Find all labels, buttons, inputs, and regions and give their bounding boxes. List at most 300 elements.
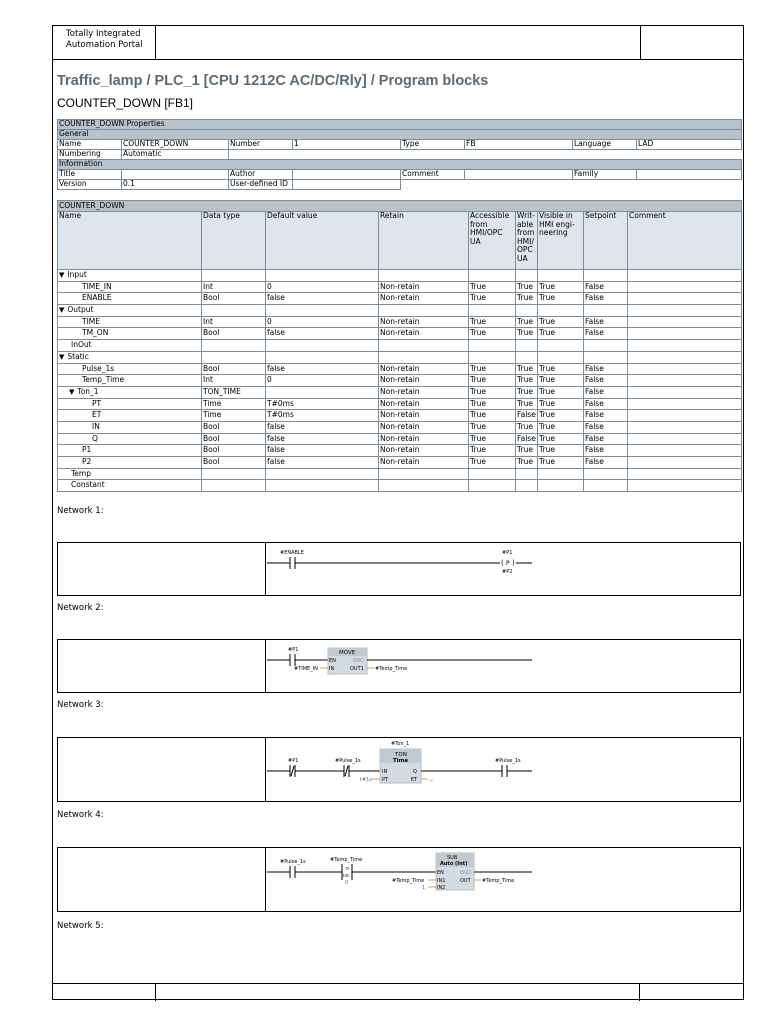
- interface-cell: Non-retain: [379, 363, 469, 375]
- interface-row: [58, 281, 742, 293]
- svg-text:SUB: SUB: [447, 855, 458, 861]
- version-label: Version: [58, 180, 122, 190]
- svg-text:TON: TON: [395, 752, 407, 758]
- interface-row: [58, 433, 742, 445]
- interface-name: P2: [82, 457, 92, 466]
- number-value: 1: [293, 140, 401, 150]
- interface-cell: [266, 480, 379, 492]
- interface-cell: Non-retain: [379, 445, 469, 457]
- network-4-diagram: [58, 848, 742, 913]
- interface-cell: Non-retain: [379, 410, 469, 422]
- page-footer: [52, 983, 744, 1001]
- interface-cell: True: [516, 457, 538, 469]
- interface-cell: [266, 340, 379, 352]
- interface-name-cell: [58, 468, 202, 480]
- interface-cell: True: [469, 328, 516, 340]
- interface-cell: [469, 480, 516, 492]
- interface-name: Output: [67, 305, 94, 315]
- page-header: [52, 25, 744, 60]
- p2-tag: #P2: [502, 569, 513, 575]
- interface-row: [58, 457, 742, 469]
- interface-row: [58, 375, 742, 387]
- interface-cell: True: [516, 363, 538, 375]
- interface-cell: Non-retain: [379, 457, 469, 469]
- interface-cell: True: [538, 410, 584, 422]
- interface-cell: True: [538, 457, 584, 469]
- portal-label: Totally Integrated Automation Portal: [53, 26, 156, 59]
- svg-text:EN: EN: [329, 658, 336, 664]
- interface-cell: Non-retain: [379, 293, 469, 305]
- information-bar: Information: [58, 160, 742, 170]
- network-2-title: Network 2:: [57, 603, 104, 613]
- move-in-var: #TIME_IN: [294, 666, 318, 672]
- interface-name: Ton_1: [77, 386, 99, 396]
- interface-cell: True: [469, 281, 516, 293]
- interface-cell: [584, 270, 628, 282]
- interface-name-cell: [58, 398, 202, 410]
- interface-cell: [628, 293, 742, 305]
- interface-cell: TON_TIME: [202, 386, 266, 398]
- interface-cell: [266, 386, 379, 398]
- interface-cell: [266, 468, 379, 480]
- interface-cell: False: [584, 316, 628, 328]
- interface-cell: True: [516, 375, 538, 387]
- interface-cell: [538, 270, 584, 282]
- interface-cell: True: [469, 433, 516, 445]
- interface-cell: [202, 480, 266, 492]
- interface-cell: [628, 316, 742, 328]
- svg-text:1: 1: [422, 885, 426, 891]
- svg-text:IN1: IN1: [437, 878, 446, 884]
- ton-instance: #Ton_1: [391, 741, 410, 747]
- interface-name-cell: [58, 433, 202, 445]
- interface-col-header: Retain: [379, 212, 469, 270]
- interface-row: [58, 293, 742, 305]
- title-label: Title: [58, 170, 122, 180]
- block-title: COUNTER_DOWN [FB1]: [57, 96, 194, 110]
- interface-name: ET: [92, 410, 102, 420]
- interface-row: [58, 468, 742, 480]
- interface-cell: Bool: [202, 421, 266, 433]
- svg-text:#Pulse_1s: #Pulse_1s: [280, 859, 306, 865]
- interface-cell: [379, 468, 469, 480]
- interface-cell: True: [516, 398, 538, 410]
- interface-cell: True: [516, 445, 538, 457]
- interface-cell: [266, 270, 379, 282]
- interface-cell: Int: [202, 375, 266, 387]
- properties-table: [57, 119, 742, 190]
- interface-cell: Bool: [202, 328, 266, 340]
- family-label: Family: [573, 170, 637, 180]
- interface-cell: False: [584, 328, 628, 340]
- interface-name-cell: [58, 445, 202, 457]
- network-3: [57, 737, 741, 802]
- interface-cell: 0: [266, 316, 379, 328]
- general-bar: General: [58, 130, 742, 140]
- interface-cell: Int: [202, 316, 266, 328]
- interface-name: Static: [67, 351, 89, 361]
- interface-cell: [628, 468, 742, 480]
- network-4-title: Network 4:: [57, 810, 104, 820]
- interface-cell: False: [584, 398, 628, 410]
- interface-row: [58, 351, 742, 363]
- interface-cell: [628, 375, 742, 387]
- interface-cell: [469, 340, 516, 352]
- interface-cell: Bool: [202, 445, 266, 457]
- interface-cell: True: [538, 293, 584, 305]
- interface-cell: [379, 305, 469, 317]
- interface-name: Input: [67, 270, 87, 279]
- svg-text:EN: EN: [437, 870, 444, 876]
- interface-row: [58, 398, 742, 410]
- interface-name-cell: [58, 363, 202, 375]
- interface-row: [58, 480, 742, 492]
- interface-cell: Non-retain: [379, 433, 469, 445]
- interface-cell: [516, 305, 538, 317]
- interface-cell: [628, 351, 742, 363]
- network-4: [57, 847, 741, 912]
- interface-cell: [628, 433, 742, 445]
- interface-cell: [628, 363, 742, 375]
- interface-cell: Non-retain: [379, 281, 469, 293]
- network-2-diagram: [58, 640, 742, 694]
- interface-col-header: Writ-able from HMI/ OPC UA: [516, 212, 538, 270]
- interface-cell: False: [584, 293, 628, 305]
- interface-cell: True: [538, 445, 584, 457]
- interface-name: P1: [82, 445, 92, 455]
- svg-text:ET: ET: [411, 777, 418, 783]
- interface-cell: False: [516, 410, 538, 422]
- interface-cell: Non-retain: [379, 375, 469, 387]
- interface-cell: True: [538, 328, 584, 340]
- interface-cell: [516, 480, 538, 492]
- svg-text:#Pulse_1s: #Pulse_1s: [335, 758, 361, 764]
- svg-text:#Pulse_1s: #Pulse_1s: [495, 758, 521, 764]
- interface-cell: Time: [202, 398, 266, 410]
- interface-col-header: Default value: [266, 212, 379, 270]
- svg-text:ENO: ENO: [460, 870, 471, 876]
- numbering-value: Automatic: [122, 150, 229, 160]
- interface-name-cell: [58, 457, 202, 469]
- interface-cell: false: [266, 457, 379, 469]
- interface-cell: True: [469, 363, 516, 375]
- interface-cell: False: [584, 410, 628, 422]
- interface-cell: Bool: [202, 457, 266, 469]
- interface-cell: [584, 480, 628, 492]
- interface-cell: True: [538, 316, 584, 328]
- svg-text:Int: Int: [343, 874, 349, 879]
- svg-text:0: 0: [345, 880, 349, 886]
- interface-cell: False: [584, 421, 628, 433]
- svg-text:ENO: ENO: [353, 658, 364, 664]
- interface-cell: Non-retain: [379, 316, 469, 328]
- version-value: 0.1: [122, 180, 229, 190]
- interface-cell: [469, 351, 516, 363]
- interface-cell: [202, 305, 266, 317]
- interface-cell: [584, 468, 628, 480]
- interface-name-cell[interactable]: [58, 270, 202, 282]
- interface-name: Temp: [71, 468, 91, 478]
- interface-cell: [538, 340, 584, 352]
- interface-name-cell: [58, 375, 202, 387]
- interface-name: Pulse_1s: [82, 363, 115, 373]
- interface-col-header: Name: [58, 212, 202, 270]
- interface-cell: [516, 351, 538, 363]
- interface-cell: Bool: [202, 363, 266, 375]
- interface-cell: True: [516, 316, 538, 328]
- interface-name: Constant: [71, 480, 105, 490]
- interface-cell: Non-retain: [379, 421, 469, 433]
- interface-cell: false: [266, 433, 379, 445]
- interface-cell: Bool: [202, 433, 266, 445]
- interface-cell: [538, 305, 584, 317]
- interface-cell: True: [516, 281, 538, 293]
- interface-cell: Time: [202, 410, 266, 422]
- interface-cell: True: [469, 410, 516, 422]
- interface-name-cell: [58, 480, 202, 492]
- interface-col-header: Comment: [628, 212, 742, 270]
- interface-cell: [628, 410, 742, 422]
- interface-cell: True: [469, 421, 516, 433]
- interface-cell: [628, 457, 742, 469]
- interface-cell: [266, 351, 379, 363]
- interface-name-cell: [58, 316, 202, 328]
- number-label: Number: [229, 140, 293, 150]
- interface-name: PT: [92, 398, 102, 408]
- interface-cell: True: [516, 293, 538, 305]
- interface-cell: True: [469, 457, 516, 469]
- interface-bar: COUNTER_DOWN: [58, 201, 742, 212]
- interface-col-header: Data type: [202, 212, 266, 270]
- svg-text:>: >: [345, 866, 350, 872]
- svg-text:#Temp_Time: #Temp_Time: [330, 857, 363, 863]
- interface-name-cell: [58, 293, 202, 305]
- move-out-var: #Temp_Time: [375, 666, 408, 672]
- interface-cell: T#0ms: [266, 410, 379, 422]
- svg-text:(: (: [501, 559, 504, 567]
- interface-cell: false: [266, 363, 379, 375]
- network-1-diagram: [58, 543, 742, 597]
- interface-cell: T#0ms: [266, 398, 379, 410]
- network-1: [57, 542, 741, 596]
- interface-row: [58, 421, 742, 433]
- interface-cell: True: [516, 328, 538, 340]
- svg-text:OUT: OUT: [460, 878, 471, 884]
- comment-label: Comment: [401, 170, 465, 180]
- interface-cell: True: [516, 386, 538, 398]
- interface-cell: False: [584, 363, 628, 375]
- language-label: Language: [573, 140, 637, 150]
- svg-text:IN: IN: [329, 666, 335, 672]
- language-value: LAD: [637, 140, 742, 150]
- interface-cell: True: [538, 398, 584, 410]
- svg-text:): ): [512, 559, 515, 567]
- network-5-title: Network 5:: [57, 921, 104, 931]
- author-label: Author: [229, 170, 293, 180]
- interface-cell: [628, 305, 742, 317]
- interface-cell: [469, 305, 516, 317]
- interface-cell: Bool: [202, 293, 266, 305]
- interface-cell: 0: [266, 281, 379, 293]
- interface-cell: True: [538, 421, 584, 433]
- properties-bar: COUNTER_DOWN Properties: [58, 120, 742, 130]
- interface-cell: True: [538, 386, 584, 398]
- interface-cell: [628, 270, 742, 282]
- svg-text:Time: Time: [393, 758, 409, 764]
- interface-cell: False: [584, 386, 628, 398]
- interface-cell: [469, 468, 516, 480]
- interface-name-cell: [58, 421, 202, 433]
- interface-row: [58, 316, 742, 328]
- p1-tag: #P1: [502, 550, 513, 556]
- enable-contact-tag: #ENABLE: [280, 550, 304, 556]
- interface-table: [57, 200, 742, 492]
- interface-cell: [379, 270, 469, 282]
- interface-name: Temp_Time: [82, 375, 125, 385]
- interface-cell: false: [266, 421, 379, 433]
- interface-cell: [516, 468, 538, 480]
- interface-name: TIME: [82, 316, 101, 326]
- svg-text:t#1s: t#1s: [360, 777, 372, 783]
- interface-cell: False: [584, 457, 628, 469]
- svg-text:Auto (Int): Auto (Int): [440, 861, 468, 867]
- interface-cell: [379, 480, 469, 492]
- interface-cell: [584, 340, 628, 352]
- interface-cell: [584, 305, 628, 317]
- interface-cell: Non-retain: [379, 386, 469, 398]
- interface-row: [58, 445, 742, 457]
- name-label: Name: [58, 140, 122, 150]
- collapse-arrow-icon[interactable]: ▼: [59, 352, 65, 361]
- interface-cell: [266, 305, 379, 317]
- interface-cell: [628, 328, 742, 340]
- interface-cell: [202, 270, 266, 282]
- page-title: Traffic_lamp / PLC_1 [CPU 1212C AC/DC/Rly] / Program blocks: [57, 73, 489, 89]
- interface-name-cell[interactable]: [58, 305, 202, 317]
- interface-cell: false: [266, 445, 379, 457]
- interface-cell: Int: [202, 281, 266, 293]
- numbering-label: Numbering: [58, 150, 122, 160]
- network-3-diagram: [58, 738, 742, 803]
- interface-cell: [516, 270, 538, 282]
- interface-cell: [628, 281, 742, 293]
- interface-cell: [628, 398, 742, 410]
- svg-text:#P1: #P1: [288, 647, 299, 653]
- interface-cell: [628, 340, 742, 352]
- interface-name: ENABLE: [82, 293, 112, 303]
- interface-row: [58, 386, 742, 398]
- interface-cell: False: [516, 433, 538, 445]
- collapse-arrow-icon[interactable]: ▼: [59, 271, 65, 279]
- svg-text:PT: PT: [382, 777, 389, 783]
- interface-cell: False: [584, 375, 628, 387]
- interface-name-cell[interactable]: [58, 351, 202, 363]
- interface-name-cell: [58, 410, 202, 422]
- interface-name-cell: [58, 281, 202, 293]
- interface-cell: [202, 468, 266, 480]
- interface-cell: false: [266, 293, 379, 305]
- interface-col-header: Accessible from HMI/OPC UA: [469, 212, 516, 270]
- interface-name: TIME_IN: [82, 281, 112, 291]
- network-3-title: Network 3:: [57, 700, 104, 710]
- interface-cell: false: [266, 328, 379, 340]
- interface-cell: False: [584, 281, 628, 293]
- interface-cell: [628, 386, 742, 398]
- collapse-arrow-icon[interactable]: ▼: [59, 306, 65, 315]
- interface-cell: [584, 351, 628, 363]
- interface-cell: [379, 351, 469, 363]
- interface-cell: [628, 445, 742, 457]
- interface-name: InOut: [71, 340, 92, 350]
- interface-row: [58, 270, 742, 282]
- interface-cell: True: [469, 293, 516, 305]
- interface-row: [58, 363, 742, 375]
- interface-cell: True: [469, 316, 516, 328]
- interface-cell: True: [538, 433, 584, 445]
- interface-cell: [538, 351, 584, 363]
- svg-text:#Temp_Time: #Temp_Time: [392, 878, 425, 884]
- interface-cell: [469, 270, 516, 282]
- interface-name-cell: [58, 328, 202, 340]
- svg-text:...: ...: [429, 777, 434, 783]
- interface-cell: True: [516, 421, 538, 433]
- interface-row: [58, 305, 742, 317]
- svg-text:#P1: #P1: [288, 758, 299, 764]
- interface-col-header: Setpoint: [584, 212, 628, 270]
- interface-cell: True: [538, 375, 584, 387]
- interface-cell: 0: [266, 375, 379, 387]
- interface-cell: [516, 340, 538, 352]
- svg-text:IN2: IN2: [437, 885, 446, 891]
- interface-col-header: Visible in HMI engi-neering: [538, 212, 584, 270]
- move-box-title: MOVE: [339, 650, 356, 656]
- interface-cell: False: [584, 445, 628, 457]
- interface-cell: True: [469, 398, 516, 410]
- type-label: Type: [401, 140, 465, 150]
- interface-cell: False: [584, 433, 628, 445]
- name-value: COUNTER_DOWN: [122, 140, 229, 150]
- interface-name: Q: [92, 433, 98, 443]
- svg-text:OUT1: OUT1: [350, 666, 364, 672]
- interface-cell: [628, 421, 742, 433]
- interface-row: [58, 340, 742, 352]
- interface-cell: True: [469, 445, 516, 457]
- interface-cell: [202, 351, 266, 363]
- interface-name: TM_ON: [82, 328, 109, 338]
- pcoil-type: P: [506, 560, 510, 567]
- interface-cell: [538, 480, 584, 492]
- svg-text:#Temp_Time: #Temp_Time: [482, 878, 515, 884]
- header-divider: [640, 26, 641, 59]
- svg-text:IN: IN: [382, 769, 388, 775]
- interface-cell: True: [538, 281, 584, 293]
- interface-name-cell[interactable]: [58, 386, 202, 398]
- interface-cell: True: [469, 375, 516, 387]
- interface-cell: Non-retain: [379, 328, 469, 340]
- interface-row: [58, 328, 742, 340]
- network-2: [57, 639, 741, 693]
- interface-cell: True: [469, 386, 516, 398]
- interface-cell: True: [538, 363, 584, 375]
- interface-cell: Non-retain: [379, 398, 469, 410]
- interface-row: [58, 410, 742, 422]
- type-value: FB: [465, 140, 573, 150]
- interface-name: IN: [92, 421, 100, 431]
- interface-cell: [628, 480, 742, 492]
- interface-name-cell: [58, 340, 202, 352]
- collapse-arrow-icon[interactable]: ▼: [69, 387, 75, 396]
- network-1-title: Network 1:: [57, 506, 104, 516]
